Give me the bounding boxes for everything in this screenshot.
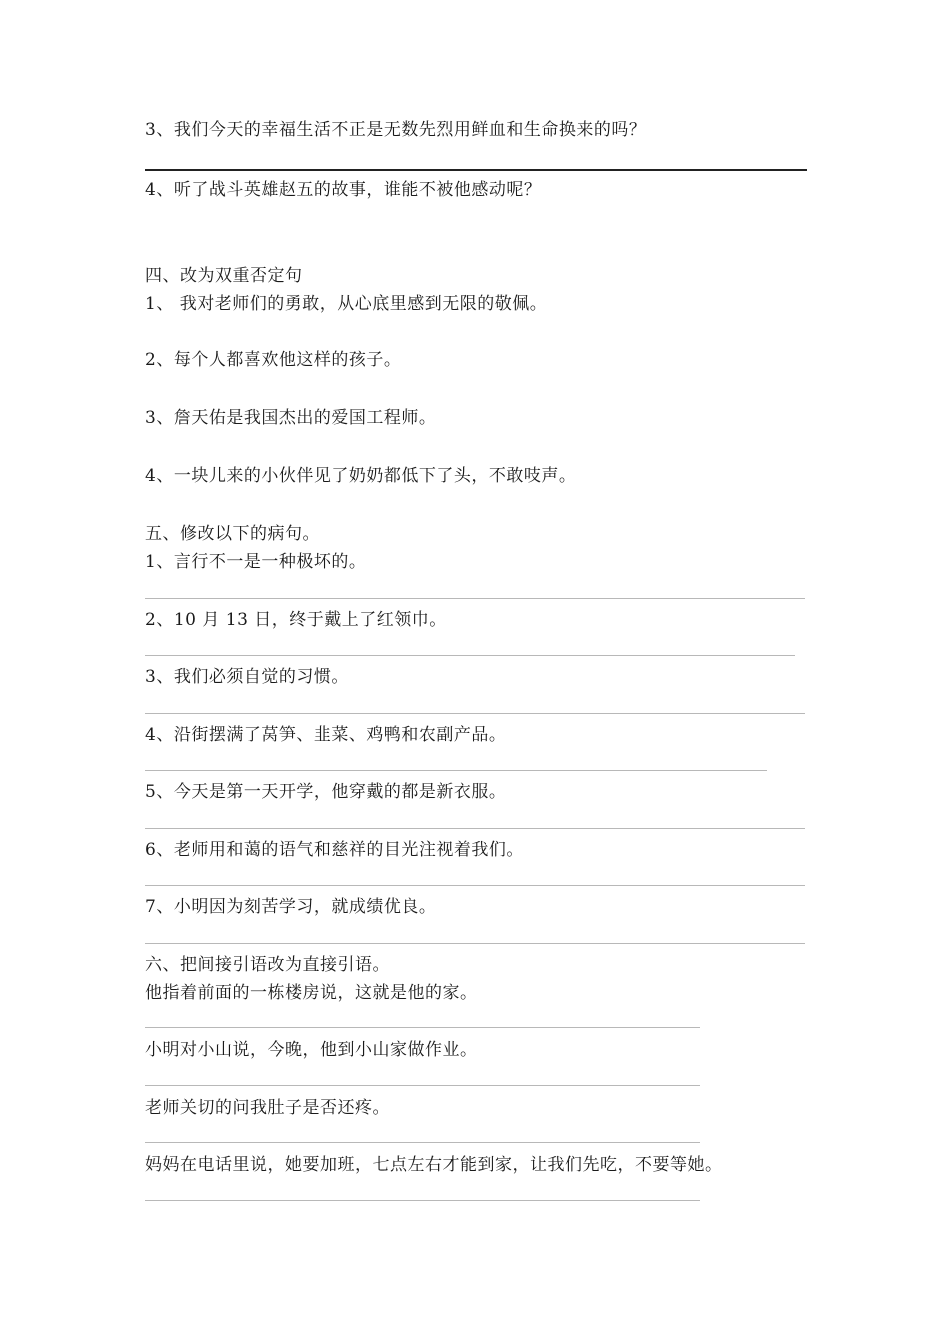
question-3: 3、我们今天的幸福生活不正是无数先烈用鲜血和生命换来的吗？ xyxy=(145,120,647,140)
section-6-item-4: 妈妈在电话里说，她要加班，七点左右才能到家，让我们先吃，不要等她。 xyxy=(145,1155,723,1175)
section-5-item-4: 4、沿街摆满了莴笋、韭菜、鸡鸭和农副产品。 xyxy=(145,725,507,745)
answer-line xyxy=(145,1027,700,1028)
section-5-item-3: 3、我们必须自觉的习惯。 xyxy=(145,667,349,687)
section-4-item-4: 4、一块儿来的小伙伴见了奶奶都低下了头，不敢吱声。 xyxy=(145,466,577,486)
answer-line xyxy=(145,1085,700,1086)
question-4: 4、听了战斗英雄赵五的故事，谁能不被他感动呢？ xyxy=(145,180,542,200)
section-6-item-3: 老师关切的问我肚子是否还疼。 xyxy=(145,1098,390,1118)
answer-line xyxy=(145,770,767,771)
section-6-item-1: 他指着前面的一栋楼房说，这就是他的家。 xyxy=(145,983,478,1003)
answer-line xyxy=(145,828,805,829)
answer-line xyxy=(145,943,805,944)
section-6-item-2: 小明对小山说，今晚，他到小山家做作业。 xyxy=(145,1040,478,1060)
section-5-item-1: 1、言行不一是一种极坏的。 xyxy=(145,552,367,572)
answer-line xyxy=(145,598,805,599)
answer-line xyxy=(145,1142,700,1143)
answer-line xyxy=(145,713,805,714)
answer-line xyxy=(145,169,807,171)
section-4-item-3: 3、詹天佑是我国杰出的爱国工程师。 xyxy=(145,408,437,428)
section-5-item-5: 5、今天是第一天开学，他穿戴的都是新衣服。 xyxy=(145,782,507,802)
answer-line xyxy=(145,1200,700,1201)
answer-line xyxy=(145,655,795,656)
section-5-item-2: 2、10 月 13 日，终于戴上了红领巾。 xyxy=(145,610,447,630)
section-4-item-1: 1、 我对老师们的勇敢，从心底里感到无限的敬佩。 xyxy=(145,294,548,314)
section-6-title: 六、把间接引语改为直接引语。 xyxy=(145,955,390,975)
section-4-item-2: 2、每个人都喜欢他这样的孩子。 xyxy=(145,350,402,370)
section-5-item-6: 6、老师用和蔼的语气和慈祥的目光注视着我们。 xyxy=(145,840,524,860)
answer-line xyxy=(145,885,805,886)
section-5-item-7: 7、小明因为刻苦学习，就成绩优良。 xyxy=(145,897,437,917)
section-5-title: 五、修改以下的病句。 xyxy=(145,524,320,544)
section-4-title: 四、改为双重否定句 xyxy=(145,266,303,286)
